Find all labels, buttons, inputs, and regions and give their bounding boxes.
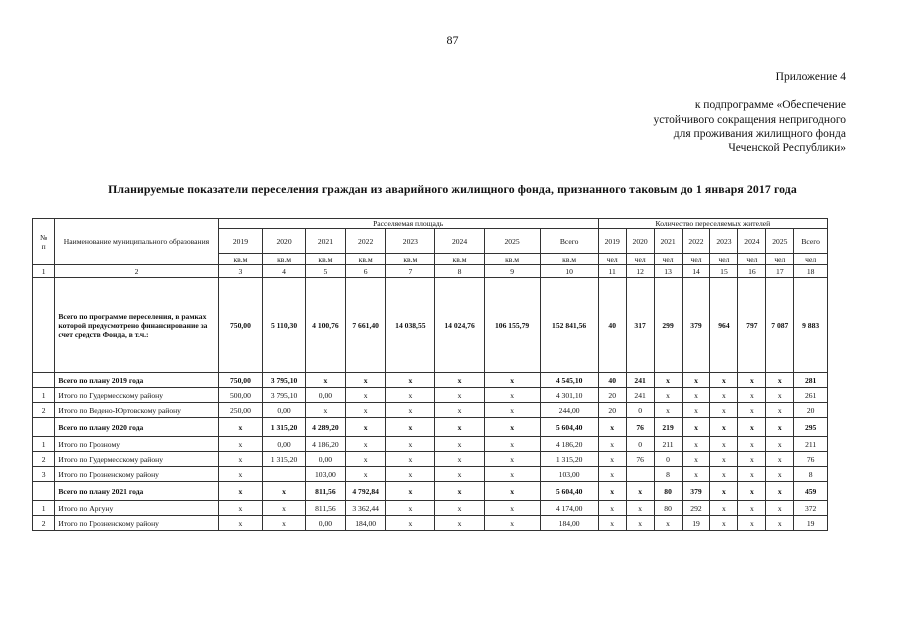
table-cell: 8	[654, 467, 682, 482]
table-cell: 103,00	[305, 467, 345, 482]
row-number: 2	[33, 516, 55, 531]
unit-head: кв.м	[540, 254, 598, 265]
table-cell: 1 315,20	[263, 418, 305, 437]
table-cell: 459	[794, 482, 828, 501]
table-cell: 19	[794, 516, 828, 531]
table-cell: x	[386, 482, 435, 501]
table-cell: x	[386, 467, 435, 482]
area-year-head: 2024	[435, 229, 484, 254]
table-cell: 241	[626, 373, 654, 388]
table-cell: 1 315,20	[263, 452, 305, 467]
table-cell: 4 792,84	[346, 482, 386, 501]
table-cell: x	[263, 482, 305, 501]
table-cell: 4 100,76	[305, 278, 345, 373]
table-cell: x	[738, 373, 766, 388]
table-cell: x	[654, 388, 682, 403]
table-cell: x	[598, 482, 626, 501]
table-cell: x	[766, 482, 794, 501]
table-cell: 4 186,20	[305, 437, 345, 452]
column-number: 13	[654, 265, 682, 278]
column-number: 8	[435, 265, 484, 278]
unit-head: чел	[710, 254, 738, 265]
table-cell: x	[710, 403, 738, 418]
table-cell: x	[766, 437, 794, 452]
row-name: Итого по Аргуну	[55, 501, 218, 516]
table-cell: 4 174,00	[540, 501, 598, 516]
table-cell: x	[654, 373, 682, 388]
table-cell: 184,00	[346, 516, 386, 531]
table-row	[33, 452, 828, 467]
table-cell: x	[710, 388, 738, 403]
table-cell: x	[346, 418, 386, 437]
residents-year-head: 2025	[766, 229, 794, 254]
column-number: 12	[626, 265, 654, 278]
column-number: 11	[598, 265, 626, 278]
table-cell: 811,56	[305, 501, 345, 516]
appendix-line: устойчивого сокращения непригодного	[653, 113, 846, 126]
table-cell: x	[710, 501, 738, 516]
row-name: Всего по плану 2021 года	[55, 482, 218, 501]
row-name: Всего по плану 2020 года	[55, 418, 218, 437]
table-cell: x	[346, 452, 386, 467]
unit-head: кв.м	[435, 254, 484, 265]
table-row	[33, 278, 828, 373]
table-cell: x	[484, 437, 540, 452]
table-cell: 750,00	[218, 278, 263, 373]
table-cell: 76	[794, 452, 828, 467]
row-name: Итого по Гудермесскому району	[55, 452, 218, 467]
table-cell: x	[346, 437, 386, 452]
table-cell: x	[386, 516, 435, 531]
table-cell: x	[682, 452, 710, 467]
table-cell: 19	[682, 516, 710, 531]
table-cell: x	[738, 418, 766, 437]
table-cell: x	[598, 516, 626, 531]
table-cell: x	[682, 388, 710, 403]
table-cell: x	[484, 403, 540, 418]
area-year-head: 2025	[484, 229, 540, 254]
table-cell	[263, 467, 305, 482]
table-cell: x	[346, 388, 386, 403]
table-cell: 281	[794, 373, 828, 388]
table-cell: x	[435, 418, 484, 437]
row-name: Итого по Гудермесскому району	[55, 388, 218, 403]
table-cell: 40	[598, 373, 626, 388]
unit-head: кв.м	[218, 254, 263, 265]
appendix-line: Приложение 4	[775, 71, 846, 83]
table-cell: 299	[654, 278, 682, 373]
appendix-line: для проживания жилищного фонда	[673, 127, 846, 140]
column-number: 9	[484, 265, 540, 278]
table-cell: 379	[682, 482, 710, 501]
table-cell: 4 301,10	[540, 388, 598, 403]
unit-head: чел	[654, 254, 682, 265]
table-cell: x	[263, 501, 305, 516]
residents-year-head: 2019	[598, 229, 626, 254]
table-cell: x	[766, 388, 794, 403]
table-cell: 797	[738, 278, 766, 373]
table-cell: x	[766, 501, 794, 516]
table-cell: x	[682, 467, 710, 482]
table-cell: 8	[794, 467, 828, 482]
unit-head: чел	[598, 254, 626, 265]
row-name: Итого по Грозному	[55, 437, 218, 452]
table-cell: x	[710, 482, 738, 501]
table-cell: 184,00	[540, 516, 598, 531]
table-cell: x	[346, 467, 386, 482]
table-cell: x	[738, 452, 766, 467]
table-cell: x	[738, 516, 766, 531]
table-cell: 219	[654, 418, 682, 437]
table-cell: 80	[654, 501, 682, 516]
table-cell: x	[386, 388, 435, 403]
table-cell: x	[484, 482, 540, 501]
table-cell: 9 883	[794, 278, 828, 373]
table-row	[33, 373, 828, 388]
table-cell: 106 155,79	[484, 278, 540, 373]
table-cell: x	[386, 403, 435, 418]
table-cell: x	[654, 516, 682, 531]
area-year-head: 2022	[346, 229, 386, 254]
column-number: 17	[766, 265, 794, 278]
col-num-head	[33, 219, 55, 265]
unit-head: чел	[626, 254, 654, 265]
row-number	[33, 373, 55, 388]
table-row	[33, 418, 828, 437]
table-cell: x	[598, 437, 626, 452]
table-cell: x	[598, 501, 626, 516]
unit-head: кв.м	[263, 254, 305, 265]
table-cell: x	[218, 452, 263, 467]
num-symbol-n: п	[41, 241, 46, 251]
table-cell: x	[346, 403, 386, 418]
appendix-block	[546, 70, 846, 155]
table-cell: x	[218, 516, 263, 531]
table-cell: x	[738, 388, 766, 403]
table-row	[33, 501, 828, 516]
row-name: Итого по Грозненскому району	[55, 467, 218, 482]
table-cell: x	[484, 452, 540, 467]
table-cell: x	[484, 516, 540, 531]
table-cell: x	[710, 437, 738, 452]
table-cell: x	[766, 516, 794, 531]
table-cell: 292	[682, 501, 710, 516]
table-cell: 0	[626, 403, 654, 418]
table-row	[33, 437, 828, 452]
table-cell: x	[654, 403, 682, 418]
row-number	[33, 278, 55, 373]
table-cell: x	[626, 501, 654, 516]
table-cell: x	[682, 437, 710, 452]
table-cell: 20	[794, 403, 828, 418]
table-cell: x	[218, 501, 263, 516]
area-year-head: 2019	[218, 229, 263, 254]
table-cell: 0,00	[263, 403, 305, 418]
area-year-head: 2023	[386, 229, 435, 254]
table-cell: x	[598, 452, 626, 467]
table-cell: 76	[626, 452, 654, 467]
column-number: 3	[218, 265, 263, 278]
table-cell: 211	[794, 437, 828, 452]
row-number: 3	[33, 467, 55, 482]
column-number: 7	[386, 265, 435, 278]
num-symbol: №	[40, 232, 48, 242]
table-cell: 7 661,40	[346, 278, 386, 373]
table-cell: x	[435, 388, 484, 403]
appendix-line: к подпрограмме «Обеспечение	[694, 99, 846, 112]
table-cell: 5 604,40	[540, 418, 598, 437]
table-cell: 4 289,20	[305, 418, 345, 437]
table-cell: 1 315,20	[540, 452, 598, 467]
table-cell: 103,00	[540, 467, 598, 482]
column-number: 14	[682, 265, 710, 278]
table-cell: x	[435, 373, 484, 388]
table-cell: 3 795,10	[263, 388, 305, 403]
unit-head: чел	[766, 254, 794, 265]
table-row	[33, 388, 828, 403]
table-cell: x	[738, 437, 766, 452]
table-cell: 211	[654, 437, 682, 452]
table-cell: 0	[626, 437, 654, 452]
table-cell: 0	[654, 452, 682, 467]
table-cell: 14 024,76	[435, 278, 484, 373]
column-number: 18	[794, 265, 828, 278]
appendix-line: Чеченской Республики»	[728, 142, 846, 155]
table-cell: x	[386, 373, 435, 388]
table-cell: x	[598, 467, 626, 482]
table-cell: 750,00	[218, 373, 263, 388]
table-cell: x	[710, 452, 738, 467]
table-cell: x	[710, 373, 738, 388]
row-name: Всего по программе переселения, в рамках которой предусмотрено финансирование за счет средств Фонда, в т.ч.:	[55, 278, 218, 373]
table-cell: x	[386, 501, 435, 516]
column-number: 15	[710, 265, 738, 278]
table-cell: 295	[794, 418, 828, 437]
row-number: 2	[33, 403, 55, 418]
table-cell: x	[435, 482, 484, 501]
table-row	[33, 403, 828, 418]
table-cell: 76	[626, 418, 654, 437]
row-number: 1	[33, 388, 55, 403]
residents-year-head: 2022	[682, 229, 710, 254]
table-cell: 3 362,44	[346, 501, 386, 516]
residents-year-head: 2021	[654, 229, 682, 254]
table-cell: x	[435, 437, 484, 452]
table-cell: 0,00	[263, 437, 305, 452]
table-cell: x	[598, 418, 626, 437]
table-cell: x	[305, 403, 345, 418]
table-cell: x	[710, 516, 738, 531]
col-name-head: Наименование муниципального образования	[55, 219, 218, 265]
table-cell: 14 038,55	[386, 278, 435, 373]
table-cell: x	[766, 373, 794, 388]
unit-head: кв.м	[386, 254, 435, 265]
table-row	[33, 467, 828, 482]
table-cell: x	[435, 467, 484, 482]
table-cell: x	[386, 418, 435, 437]
table-cell: 372	[794, 501, 828, 516]
table-cell: 40	[598, 278, 626, 373]
table-cell: 0,00	[305, 516, 345, 531]
table-cell: x	[626, 516, 654, 531]
residents-year-head: 2024	[738, 229, 766, 254]
table-cell: x	[435, 403, 484, 418]
table-cell: x	[484, 467, 540, 482]
table-cell: x	[766, 418, 794, 437]
unit-head: чел	[738, 254, 766, 265]
table-cell: 5 604,40	[540, 482, 598, 501]
page-number: 87	[446, 33, 459, 47]
table-cell: x	[218, 482, 263, 501]
unit-head: кв.м	[305, 254, 345, 265]
column-number: 2	[55, 265, 218, 278]
row-name: Итого по Грозненскому району	[55, 516, 218, 531]
table-cell: x	[484, 388, 540, 403]
area-year-head: 2020	[263, 229, 305, 254]
column-number: 10	[540, 265, 598, 278]
table-cell: x	[738, 467, 766, 482]
table-cell: x	[218, 437, 263, 452]
table-cell: 80	[654, 482, 682, 501]
table-cell: 317	[626, 278, 654, 373]
table-cell: 152 841,56	[540, 278, 598, 373]
area-year-head: 2021	[305, 229, 345, 254]
column-number: 5	[305, 265, 345, 278]
column-number: 16	[738, 265, 766, 278]
table-cell: x	[263, 516, 305, 531]
table-cell: 244,00	[540, 403, 598, 418]
column-number: 4	[263, 265, 305, 278]
table-cell: x	[738, 482, 766, 501]
table-row	[33, 482, 828, 501]
residents-year-head: 2023	[710, 229, 738, 254]
table-cell: 811,56	[305, 482, 345, 501]
table-cell: x	[682, 418, 710, 437]
table-cell: 250,00	[218, 403, 263, 418]
table-cell: 7 087	[766, 278, 794, 373]
row-number: 2	[33, 452, 55, 467]
document-title: Планируемые показатели переселения граждан из аварийного жилищного фонда, признанного таковым до 1 января 2017 года	[108, 182, 797, 196]
table-cell: 20	[598, 403, 626, 418]
table-cell: 0,00	[305, 388, 345, 403]
unit-head: чел	[794, 254, 828, 265]
table-row	[33, 516, 828, 531]
row-name: Всего по плану 2019 года	[55, 373, 218, 388]
table-cell: x	[484, 373, 540, 388]
table-cell: x	[346, 373, 386, 388]
table-cell: 20	[598, 388, 626, 403]
table-cell: 241	[626, 388, 654, 403]
residents-group-head: Количество переселяемых жителей	[598, 219, 827, 229]
row-number: 1	[33, 501, 55, 516]
table-cell: 379	[682, 278, 710, 373]
table-cell: x	[484, 418, 540, 437]
row-name: Итого по Ведено-Юртовскому району	[55, 403, 218, 418]
table-cell: x	[218, 418, 263, 437]
residents-year-head: 2020	[626, 229, 654, 254]
table-cell: x	[218, 467, 263, 482]
table-cell: x	[626, 482, 654, 501]
table-cell: x	[710, 467, 738, 482]
row-number: 1	[33, 437, 55, 452]
table-cell: x	[738, 403, 766, 418]
table-cell: x	[386, 437, 435, 452]
table-cell	[626, 467, 654, 482]
area-group-head: Расселяемая площадь	[218, 219, 598, 229]
table-cell: x	[305, 373, 345, 388]
table-cell: 0,00	[305, 452, 345, 467]
table-cell: x	[766, 467, 794, 482]
table-cell: 3 795,10	[263, 373, 305, 388]
area-year-head: Всего	[540, 229, 598, 254]
resettlement-table	[32, 218, 828, 531]
table-cell: x	[435, 452, 484, 467]
table-cell: x	[766, 452, 794, 467]
table-cell: x	[435, 516, 484, 531]
unit-head: чел	[682, 254, 710, 265]
unit-head: кв.м	[484, 254, 540, 265]
table-cell: x	[682, 403, 710, 418]
table-cell: 261	[794, 388, 828, 403]
table-cell: x	[766, 403, 794, 418]
table-cell: 4 186,20	[540, 437, 598, 452]
table-cell: x	[435, 501, 484, 516]
residents-year-head: Всего	[794, 229, 828, 254]
row-number	[33, 482, 55, 501]
table-cell: 500,00	[218, 388, 263, 403]
table-cell: x	[484, 501, 540, 516]
column-number: 6	[346, 265, 386, 278]
table-cell: 4 545,10	[540, 373, 598, 388]
table-cell: 964	[710, 278, 738, 373]
table-cell: x	[710, 418, 738, 437]
unit-head: кв.м	[346, 254, 386, 265]
table-cell: x	[682, 373, 710, 388]
column-number: 1	[33, 265, 55, 278]
table-cell: x	[738, 501, 766, 516]
row-number	[33, 418, 55, 437]
table-cell: x	[386, 452, 435, 467]
table-cell: 5 110,30	[263, 278, 305, 373]
